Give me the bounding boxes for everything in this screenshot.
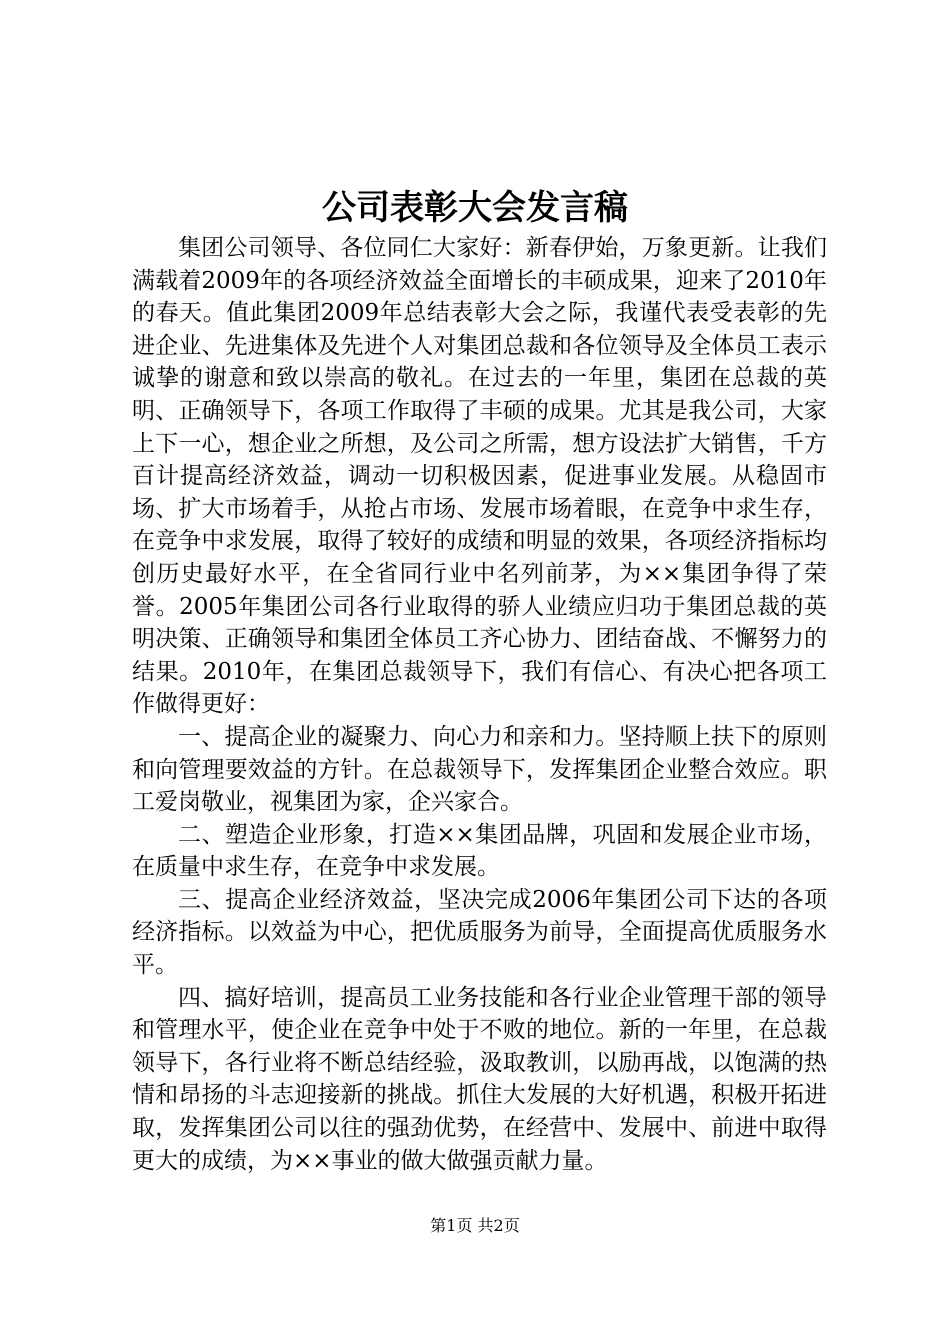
paragraph-point-4: 四、搞好培训，提高员工业务技能和各行业企业管理干部的领导和管理水平，使企业在竞争中处于不败的地位。新的一年里，在总裁领导下，各行业将不断总结经验，汲取教训，以励再战，以饱满的热情和昂扬的斗志迎接新的挑战。抓住大发展的大好机遇，积极开拓进取，发挥集团公司以往的强劲优势，在经营中、发展中、前进中取得更大的成绩，为××事业的做大做强贡献力量。 [132,984,827,1174]
paragraph-point-3: 三、提高企业经济效益，坚决完成2006年集团公司下达的各项经济指标。以效益为中心，把优质服务为前导，全面提高优质服务水平。 [132,886,827,979]
document-title: 公司表彰大会发言稿 [322,188,628,228]
paragraph-intro: 集团公司领导、各位同仁大家好：新春伊始，万象更新。让我们满载着2009年的各项经济效益全面增长的丰硕成果，迎来了2010年的春天。值此集团2009年总结表彰大会之际，我谨代表受表彰的先进企业、先进集体及先进个人对集团总裁和各位领导及全体员工表示诚挚的谢意和致以崇高的敬礼。在过去的一年里，集团在总裁的英明、正确领导下，各项工作取得了丰硕的成果。尤其是我公司，大家上下一心，想企业之所想，及公司之所需，想方设法扩大销售，千方百计提高经济效益，调动一切积极因素，促进事业发展。从稳固市场、扩大市场着手，从抢占市场、发展市场着眼，在竞争中求生存，在竞争中求发展，取得了较好的成绩和明显的效果，各项经济指标均创历史最好水平，在全省同行业中名列前茅，为××集团争得了荣誉。2005年集团公司各行业取得的骄人业绩应归功于集团总裁的英明决策、正确领导和集团全体员工齐心协力、团结奋战、不懈努力的结果。2010年，在集团总裁领导下，我们有信心、有决心把各项工作做得更好： [132,235,827,718]
page-number-footer: 第1页 共2页 [430,1216,520,1235]
document-body [132,232,827,1177]
paragraph-point-1: 一、提高企业的凝聚力、向心力和亲和力。坚持顺上扶下的原则和向管理要效益的方针。在总裁领导下，发挥集团企业整合效应。职工爱岗敬业，视集团为家，企兴家合。 [132,723,827,816]
paragraph-point-2: 二、塑造企业形象，打造××集团品牌，巩固和发展企业市场，在质量中求生存，在竞争中求发展。 [132,821,827,881]
